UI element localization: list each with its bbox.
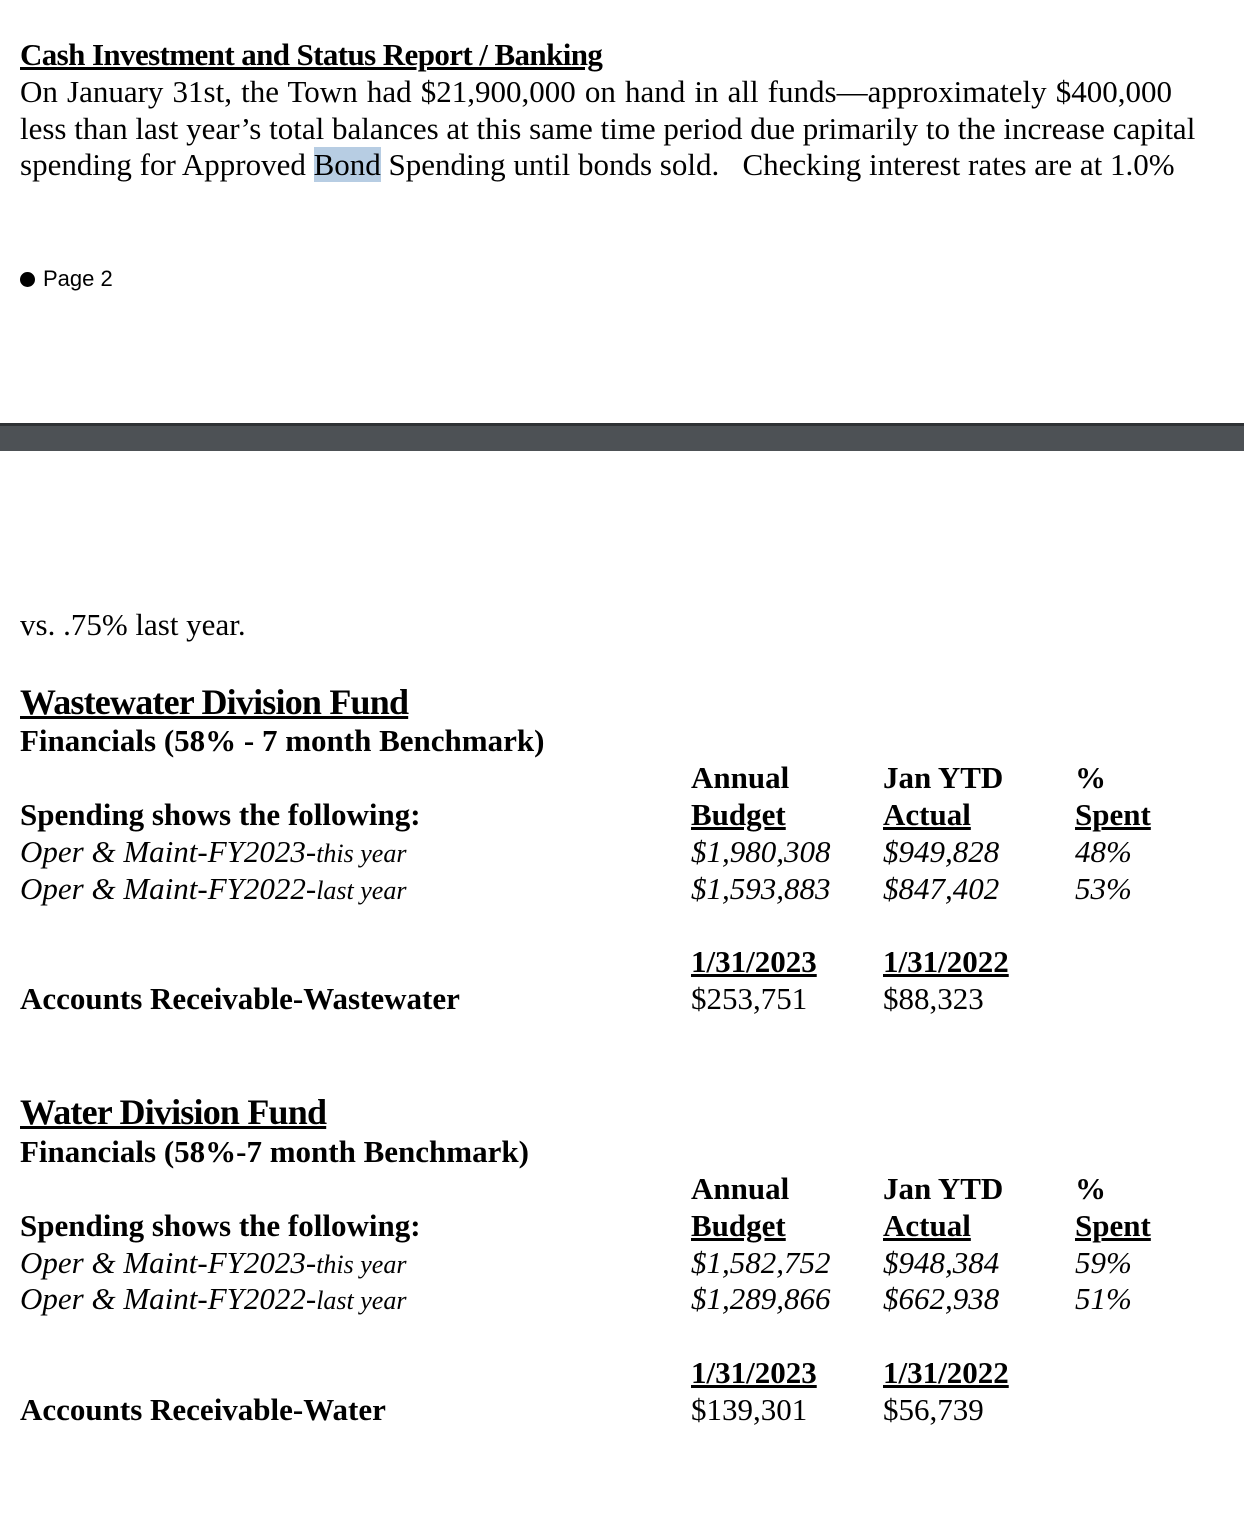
- search-highlight: Bond: [313, 147, 381, 182]
- water-ar-value-prior: $56,739: [883, 1392, 984, 1427]
- water-pct-header-top: %: [1075, 1171, 1106, 1206]
- wastewater-ar-value-prior: $88,323: [883, 981, 984, 1016]
- water-row-budget: $1,582,752: [691, 1245, 831, 1280]
- banking-continuation: vs. .75% last year.: [20, 607, 246, 642]
- wastewater-spending-label: Spending shows the following:: [20, 797, 421, 832]
- wastewater-row-label: Oper & Maint-FY2022-last year: [20, 871, 407, 906]
- banking-line-3-start: spending for Approved: [20, 147, 314, 182]
- banking-line-3-end: Spending until bonds sold. Checking interest rates are at 1.0%: [380, 147, 1175, 182]
- wastewater-pct-header: Spent: [1075, 797, 1151, 832]
- water-ar-value-current: $139,301: [691, 1392, 808, 1427]
- wastewater-row-label: Oper & Maint-FY2023-this year: [20, 834, 407, 869]
- water-budget-header: Budget: [691, 1208, 786, 1243]
- page-indicator-label: Page 2: [43, 266, 113, 291]
- wastewater-budget-header: Budget: [691, 797, 786, 832]
- wastewater-row-actual: $949,828: [883, 834, 1000, 869]
- wastewater-row-budget: $1,593,883: [691, 871, 831, 906]
- page-separator: [0, 423, 1244, 451]
- water-row-actual: $662,938: [883, 1281, 1000, 1316]
- water-ar-label: Accounts Receivable-Water: [20, 1392, 386, 1427]
- water-actual-header-top: Jan YTD: [883, 1171, 1004, 1206]
- wastewater-budget-header-top: Annual: [691, 760, 790, 795]
- water-ar-date-prior: 1/31/2022: [883, 1355, 1009, 1390]
- water-actual-header: Actual: [883, 1208, 971, 1243]
- water-row-label: Oper & Maint-FY2023-this year: [20, 1245, 407, 1280]
- water-row-label: Oper & Maint-FY2022-last year: [20, 1281, 407, 1316]
- wastewater-ar-date-prior: 1/31/2022: [883, 944, 1009, 979]
- water-row-pct: 51%: [1075, 1281, 1132, 1316]
- page-indicator: [20, 266, 113, 292]
- water-subtitle: Financials (58%-7 month Benchmark): [20, 1134, 529, 1169]
- banking-heading: Cash Investment and Status Report / Banking: [20, 37, 603, 72]
- wastewater-subtitle: Financials (58% - 7 month Benchmark): [20, 723, 545, 758]
- bullet-icon: [20, 272, 35, 287]
- wastewater-row-budget: $1,980,308: [691, 834, 831, 869]
- wastewater-row-pct: 53%: [1075, 871, 1132, 906]
- banking-line-2: less than last year’s total balances at this same time period due primarily to the increase capital: [20, 110, 1196, 146]
- water-pct-header: Spent: [1075, 1208, 1151, 1243]
- wastewater-pct-header-top: %: [1075, 760, 1106, 795]
- water-row-actual: $948,384: [883, 1245, 1000, 1280]
- water-row-budget: $1,289,866: [691, 1281, 831, 1316]
- wastewater-title: Wastewater Division Fund: [20, 682, 409, 722]
- banking-paragraph: [20, 74, 1196, 184]
- wastewater-ar-value-current: $253,751: [691, 981, 808, 1016]
- water-ar-date-current: 1/31/2023: [691, 1355, 817, 1390]
- wastewater-actual-header-top: Jan YTD: [883, 760, 1004, 795]
- wastewater-row-pct: 48%: [1075, 834, 1132, 869]
- wastewater-ar-date-current: 1/31/2023: [691, 944, 817, 979]
- water-title: Water Division Fund: [20, 1092, 327, 1132]
- wastewater-ar-label: Accounts Receivable-Wastewater: [20, 981, 460, 1016]
- banking-line-1: On January 31st, the Town had $21,900,000 on hand in all funds—approximately $400,000: [20, 74, 1172, 109]
- water-row-pct: 59%: [1075, 1245, 1132, 1280]
- wastewater-actual-header: Actual: [883, 797, 971, 832]
- wastewater-row-actual: $847,402: [883, 871, 1000, 906]
- water-budget-header-top: Annual: [691, 1171, 790, 1206]
- banking-line-3: [20, 147, 1175, 184]
- water-spending-label: Spending shows the following:: [20, 1208, 421, 1243]
